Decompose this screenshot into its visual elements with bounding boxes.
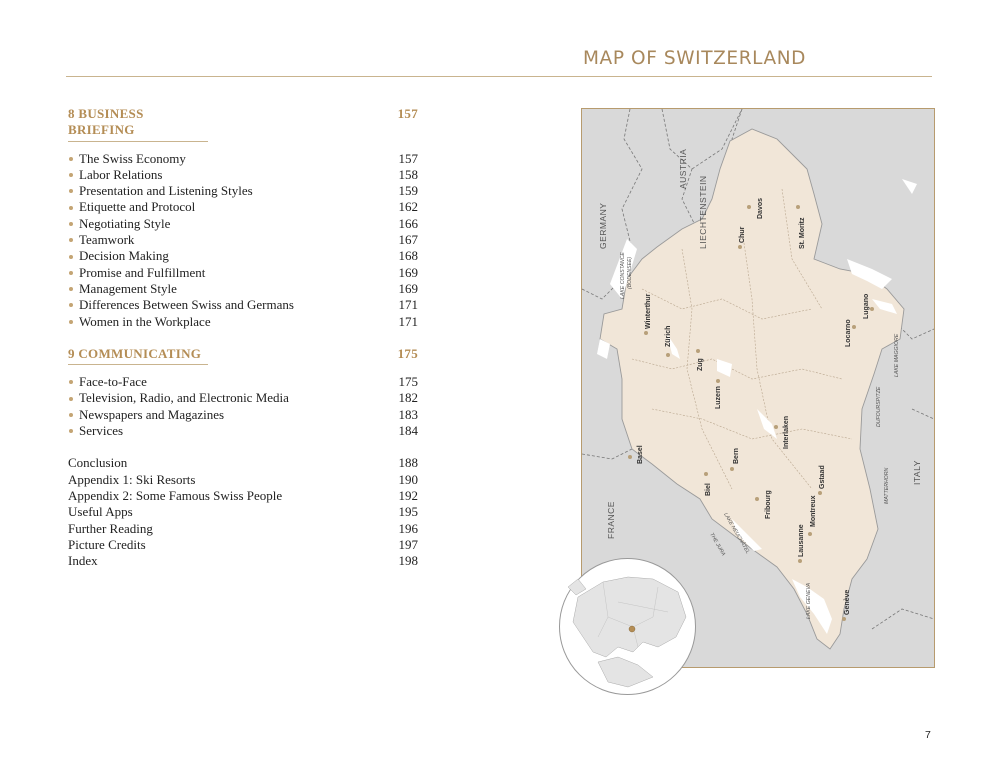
toc-entry[interactable] xyxy=(68,248,418,264)
toc-entry-label: The Swiss Economy xyxy=(79,150,186,166)
title-rule xyxy=(66,76,932,77)
city-label-chur: Chur xyxy=(739,226,746,243)
toc-entry-page: 184 xyxy=(398,423,418,439)
toc-entry-label: Presentation and Listening Styles xyxy=(79,183,253,199)
toc-entry[interactable] xyxy=(68,374,418,390)
europe-globe-inset xyxy=(558,557,697,696)
page-number: 7 xyxy=(925,729,931,741)
toc-entry-label: Teamwork xyxy=(79,232,135,248)
country-label-austria: AUSTRIA xyxy=(678,148,688,189)
feature-label-matterhorn: MATTERHORN xyxy=(884,467,890,504)
toc-entry-page: 196 xyxy=(398,520,418,536)
toc-entry[interactable] xyxy=(68,472,418,488)
city-label-geneve: Genève xyxy=(844,589,851,615)
city-label-st-moritz: St. Moritz xyxy=(799,217,806,249)
toc-entry-label: Newspapers and Magazines xyxy=(79,406,225,422)
country-label-liechtenstein: LIECHTENSTEIN xyxy=(698,175,708,249)
toc-entry-label: Appendix 1: Ski Resorts xyxy=(68,471,196,487)
toc-entry-page: 190 xyxy=(398,471,418,487)
toc-extras-list xyxy=(68,455,418,569)
toc-entry[interactable] xyxy=(68,553,418,569)
toc-entry[interactable] xyxy=(68,407,418,423)
toc-entry-label: Labor Relations xyxy=(79,166,163,182)
toc-entry-label: Conclusion xyxy=(68,455,128,471)
toc-entry[interactable] xyxy=(68,521,418,537)
toc-entry[interactable] xyxy=(68,183,418,199)
toc-entry-label: Appendix 2: Some Famous Swiss People xyxy=(68,487,283,503)
toc-entry-page: 169 xyxy=(398,264,418,280)
toc-entry-page: 195 xyxy=(398,504,418,520)
toc-section-title: 9 COMMUNICATING xyxy=(68,346,208,365)
toc-entry-page: 182 xyxy=(398,390,418,406)
city-label-lugano: Lugano xyxy=(863,293,870,319)
toc-entry-label: Index xyxy=(68,553,98,569)
feature-label-bodensee: (BODENSEE) xyxy=(627,256,633,289)
bullet-icon xyxy=(69,271,73,275)
city-label-montreux: Montreux xyxy=(810,495,817,527)
toc-entry-label: Further Reading xyxy=(68,520,153,536)
bullet-icon xyxy=(69,287,73,291)
city-label-biel: Biel xyxy=(705,483,712,496)
bullet-icon xyxy=(69,397,73,401)
toc-entry-label: Women in the Workplace xyxy=(79,313,211,329)
toc-entry[interactable] xyxy=(68,167,418,183)
city-label-locarno: Locarno xyxy=(845,319,852,347)
country-label-germany: GERMANY xyxy=(598,202,608,249)
city-label-davos: Davos xyxy=(757,197,764,219)
city-label-basel: Basel xyxy=(637,445,644,464)
toc-entry-label: Differences Between Swiss and Germans xyxy=(79,297,294,313)
toc-entry[interactable] xyxy=(68,314,418,330)
toc-entry-page: 197 xyxy=(398,536,418,552)
toc-entry-label: Face-to-Face xyxy=(79,374,147,390)
toc-entry[interactable] xyxy=(68,199,418,215)
toc-entry-label: Promise and Fulfillment xyxy=(79,264,206,280)
bullet-icon xyxy=(69,413,73,417)
bullet-icon xyxy=(69,320,73,324)
toc-section-heading[interactable] xyxy=(68,106,418,142)
toc-entry-page: 168 xyxy=(398,248,418,264)
country-label-italy: ITALY xyxy=(912,460,922,485)
toc-entry-page: 188 xyxy=(398,455,418,471)
toc-section-page: 157 xyxy=(397,106,418,121)
bullet-icon xyxy=(69,206,73,210)
toc-entry-label: Picture Credits xyxy=(68,536,146,552)
feature-label-lake-geneva: LAKE GENEVA xyxy=(806,582,812,619)
bullet-icon xyxy=(69,222,73,226)
toc-entry-page: 192 xyxy=(398,487,418,503)
toc-entry-page: 162 xyxy=(398,199,418,215)
city-label-zurich: Zürich xyxy=(665,325,672,347)
toc-entry[interactable] xyxy=(68,423,418,439)
bullet-icon xyxy=(69,380,73,384)
toc-entry[interactable] xyxy=(68,390,418,406)
page-title: MAP OF SWITZERLAND xyxy=(583,48,807,69)
toc-entry[interactable] xyxy=(68,504,418,520)
toc-entry[interactable] xyxy=(68,281,418,297)
feature-label-dufourspitze: DUFOURSPITZE xyxy=(876,386,882,427)
city-label-gstaad: Gstaad xyxy=(819,465,826,489)
toc-entry[interactable] xyxy=(68,488,418,504)
feature-label-lake-maggiore: LAKE MAGGIORE xyxy=(894,333,900,377)
toc-section-title: 8 BUSINESS BRIEFING xyxy=(68,106,208,142)
toc-entry-label: Decision Making xyxy=(79,248,169,264)
toc-entry[interactable] xyxy=(68,265,418,281)
feature-label-lake-neuchatel: LAKE NEUCHÂTEL xyxy=(722,512,751,555)
city-label-luzern: Luzern xyxy=(715,386,722,409)
city-label-fribourg: Fribourg xyxy=(765,490,772,519)
toc-entry-page: 183 xyxy=(398,406,418,422)
toc-entry[interactable] xyxy=(68,232,418,248)
city-label-bern: Bern xyxy=(733,448,740,464)
toc-entry-label: Services xyxy=(79,423,124,439)
bullet-icon xyxy=(69,429,73,433)
city-label-interlaken: Interlaken xyxy=(783,415,790,449)
toc-entry-label: Useful Apps xyxy=(68,504,133,520)
bullet-icon xyxy=(69,255,73,259)
toc-entry-page: 171 xyxy=(398,297,418,313)
toc-entry-page: 198 xyxy=(398,553,418,569)
toc-entry-page: 159 xyxy=(398,183,418,199)
bullet-icon xyxy=(69,189,73,193)
toc-section-page: 175 xyxy=(397,345,418,361)
toc-entry-label: Negotiating Style xyxy=(79,215,171,231)
toc-entry-page: 167 xyxy=(398,232,418,248)
bullet-icon xyxy=(69,238,73,242)
bullet-icon xyxy=(69,157,73,161)
toc-entry-page: 175 xyxy=(398,374,418,390)
city-label-lausanne: Lausanne xyxy=(798,524,805,557)
feature-label-lake-constance: LAKE CONSTANCE xyxy=(620,252,626,299)
toc-entry-label: Management Style xyxy=(79,280,177,296)
feature-label-the-jura: THE JURA xyxy=(708,532,727,557)
toc-entry-page: 166 xyxy=(398,215,418,231)
toc-entry-page: 171 xyxy=(398,313,418,329)
toc-section-heading[interactable] xyxy=(68,346,418,365)
toc-entry-list xyxy=(68,374,418,439)
toc-entry[interactable] xyxy=(68,216,418,232)
toc-entry[interactable] xyxy=(68,151,418,167)
toc-entry-page: 157 xyxy=(398,150,418,166)
city-label-winterthur: Winterthur xyxy=(645,293,652,329)
bullet-icon xyxy=(69,173,73,177)
toc-entry-page: 158 xyxy=(398,166,418,182)
toc-entry-label: Etiquette and Protocol xyxy=(79,199,196,215)
toc-entry-page: 169 xyxy=(398,280,418,296)
toc-entry[interactable] xyxy=(68,455,418,471)
toc-entry-list xyxy=(68,151,418,330)
city-label-zug: Zug xyxy=(697,358,704,371)
country-label-france: FRANCE xyxy=(606,501,616,539)
toc-entry[interactable] xyxy=(68,297,418,313)
table-of-contents xyxy=(68,106,418,569)
toc-entry[interactable] xyxy=(68,537,418,553)
toc-entry-label: Television, Radio, and Electronic Media xyxy=(79,390,289,406)
bullet-icon xyxy=(69,303,73,307)
